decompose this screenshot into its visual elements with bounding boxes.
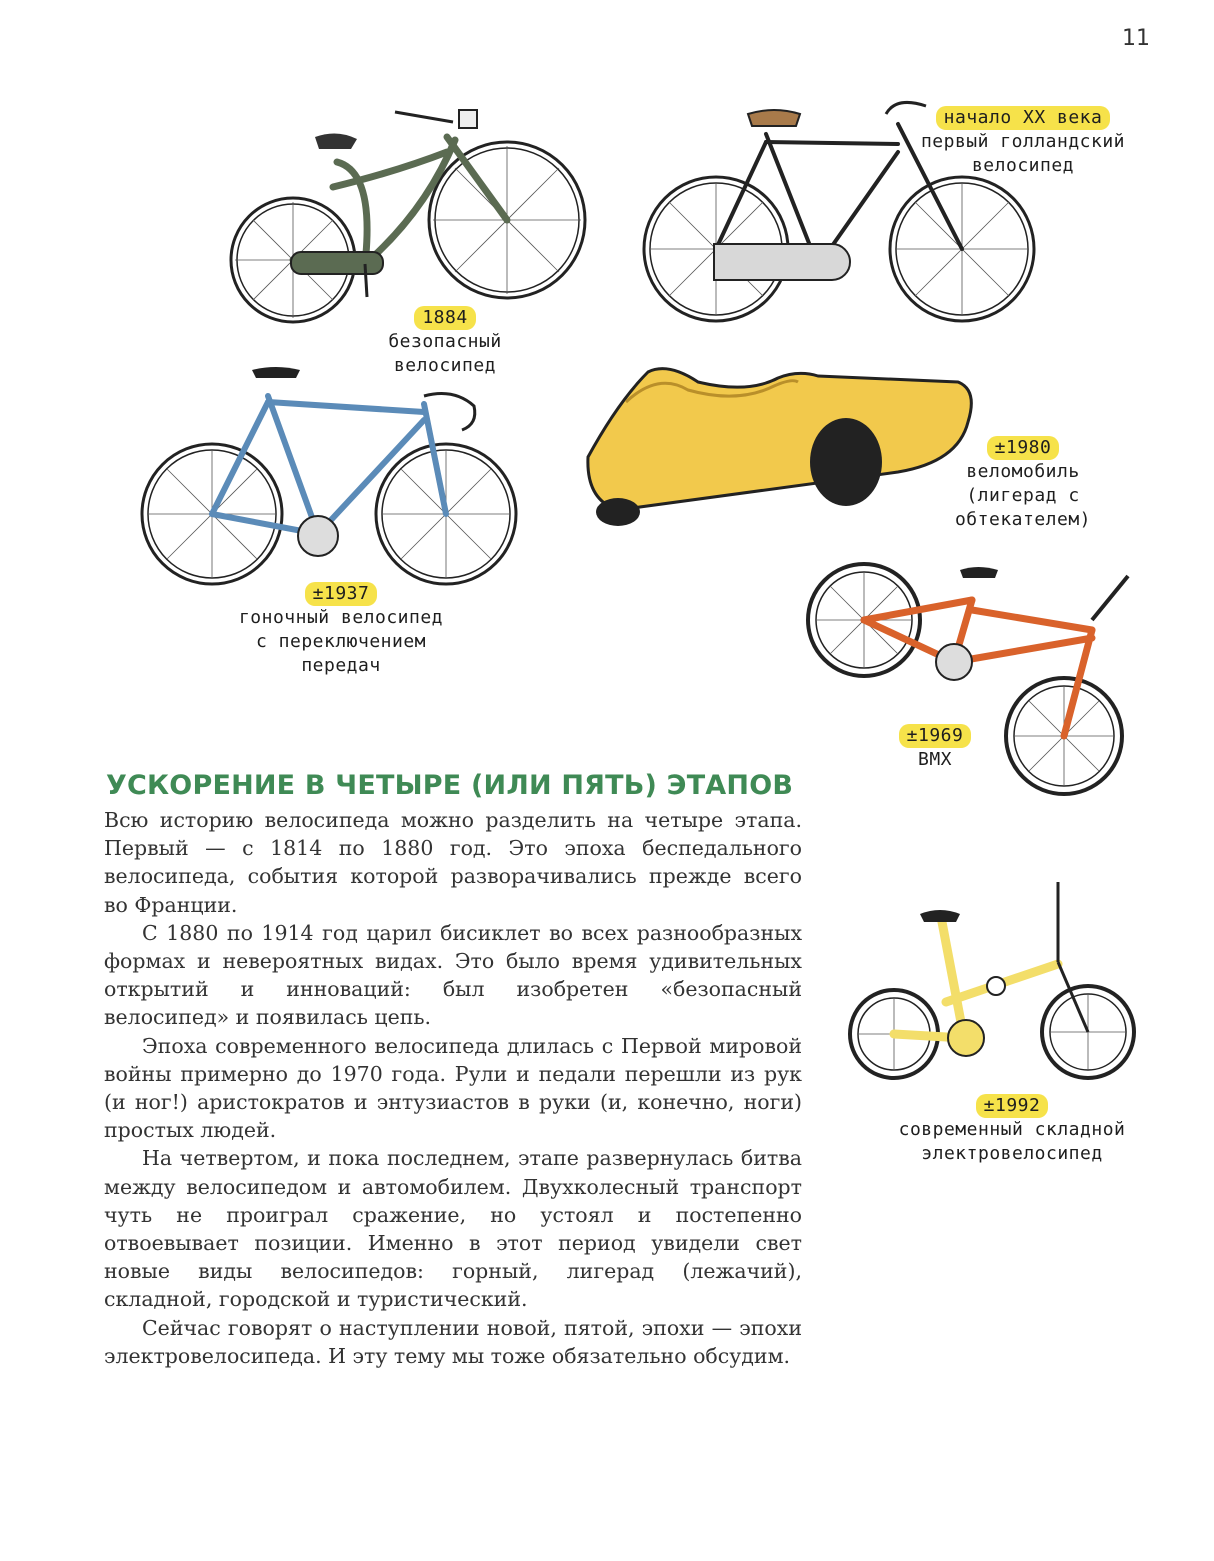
year-highlight: ±1969	[899, 724, 972, 748]
year-highlight: ±1992	[976, 1094, 1049, 1118]
caption-line: первый голландский	[920, 131, 1126, 152]
section-heading: УСКОРЕНИЕ В ЧЕТЫРЕ (ИЛИ ПЯТЬ) ЭТАПОВ	[106, 770, 794, 801]
caption-line: (лигерад с обтекателем)	[954, 485, 1092, 530]
caption-line: велосипед	[971, 155, 1075, 176]
folding-ebike-illustration	[846, 862, 1141, 1094]
caption-line: современный складной	[898, 1119, 1126, 1140]
paragraph: На четвертом, и пока последнем, этапе развернулась битва между велосипедом и автомобилем. Двухколесный транспорт чуть не проиграл сражение, но устоял и постепенно отвоевывает позиции. Именно в этот период увидели свет новые виды велосипедов: горный, лигерад (лежачий), складной, городской и туристический.	[104, 1146, 802, 1312]
section-body	[104, 806, 802, 1370]
paragraph: Всю историю велосипеда можно разделить на четыре этапа. Первый — с 1814 по 1880 год. Это эпоха беспедального велосипеда, события которой разворачивались прежде всего во Франции.	[104, 808, 802, 917]
paragraph: Эпоха современного велосипеда длилась с Первой мировой войны примерно до 1970 года. Рули и педали перешли из рук (и ног!) аристократов и энтузиастов в руки (и, конечно, ноги) простых людей.	[104, 1033, 802, 1143]
dutch-bicycle-caption	[918, 106, 1128, 178]
year-highlight: начало XX века	[936, 106, 1111, 130]
year-highlight: 1884	[414, 306, 475, 330]
racing-bicycle-caption	[216, 582, 466, 678]
folding-ebike-caption	[896, 1094, 1128, 1166]
year-highlight: ±1937	[305, 582, 378, 606]
year-highlight: ±1980	[987, 436, 1060, 460]
caption-line: электровелосипед	[921, 1143, 1103, 1164]
bmx-caption	[880, 724, 990, 772]
page-number: 11	[1122, 26, 1150, 51]
caption-line: BMX	[917, 749, 952, 770]
caption-line: с переключением передач	[255, 631, 427, 676]
caption-line: веломобиль	[966, 461, 1080, 482]
paragraph: Сейчас говорят о наступлении новой, пятой, эпохи — эпохи электровелосипеда. И эту тему мы тоже обязательно обсудим.	[104, 1315, 802, 1368]
velomobile-caption	[898, 436, 1148, 532]
caption-line: безопасный велосипед	[388, 331, 502, 376]
safety-bicycle-illustration	[215, 92, 590, 332]
caption-line: гоночный велосипед	[238, 607, 444, 628]
paragraph: С 1880 по 1914 год царил бисиклет во всех разнообразных формах и невероятных видах. Это было время удивительных открытий и инноваций: был изобретен «безопасный велосипед» и появилась цепь.	[104, 920, 802, 1030]
racing-bicycle-illustration	[140, 356, 522, 592]
